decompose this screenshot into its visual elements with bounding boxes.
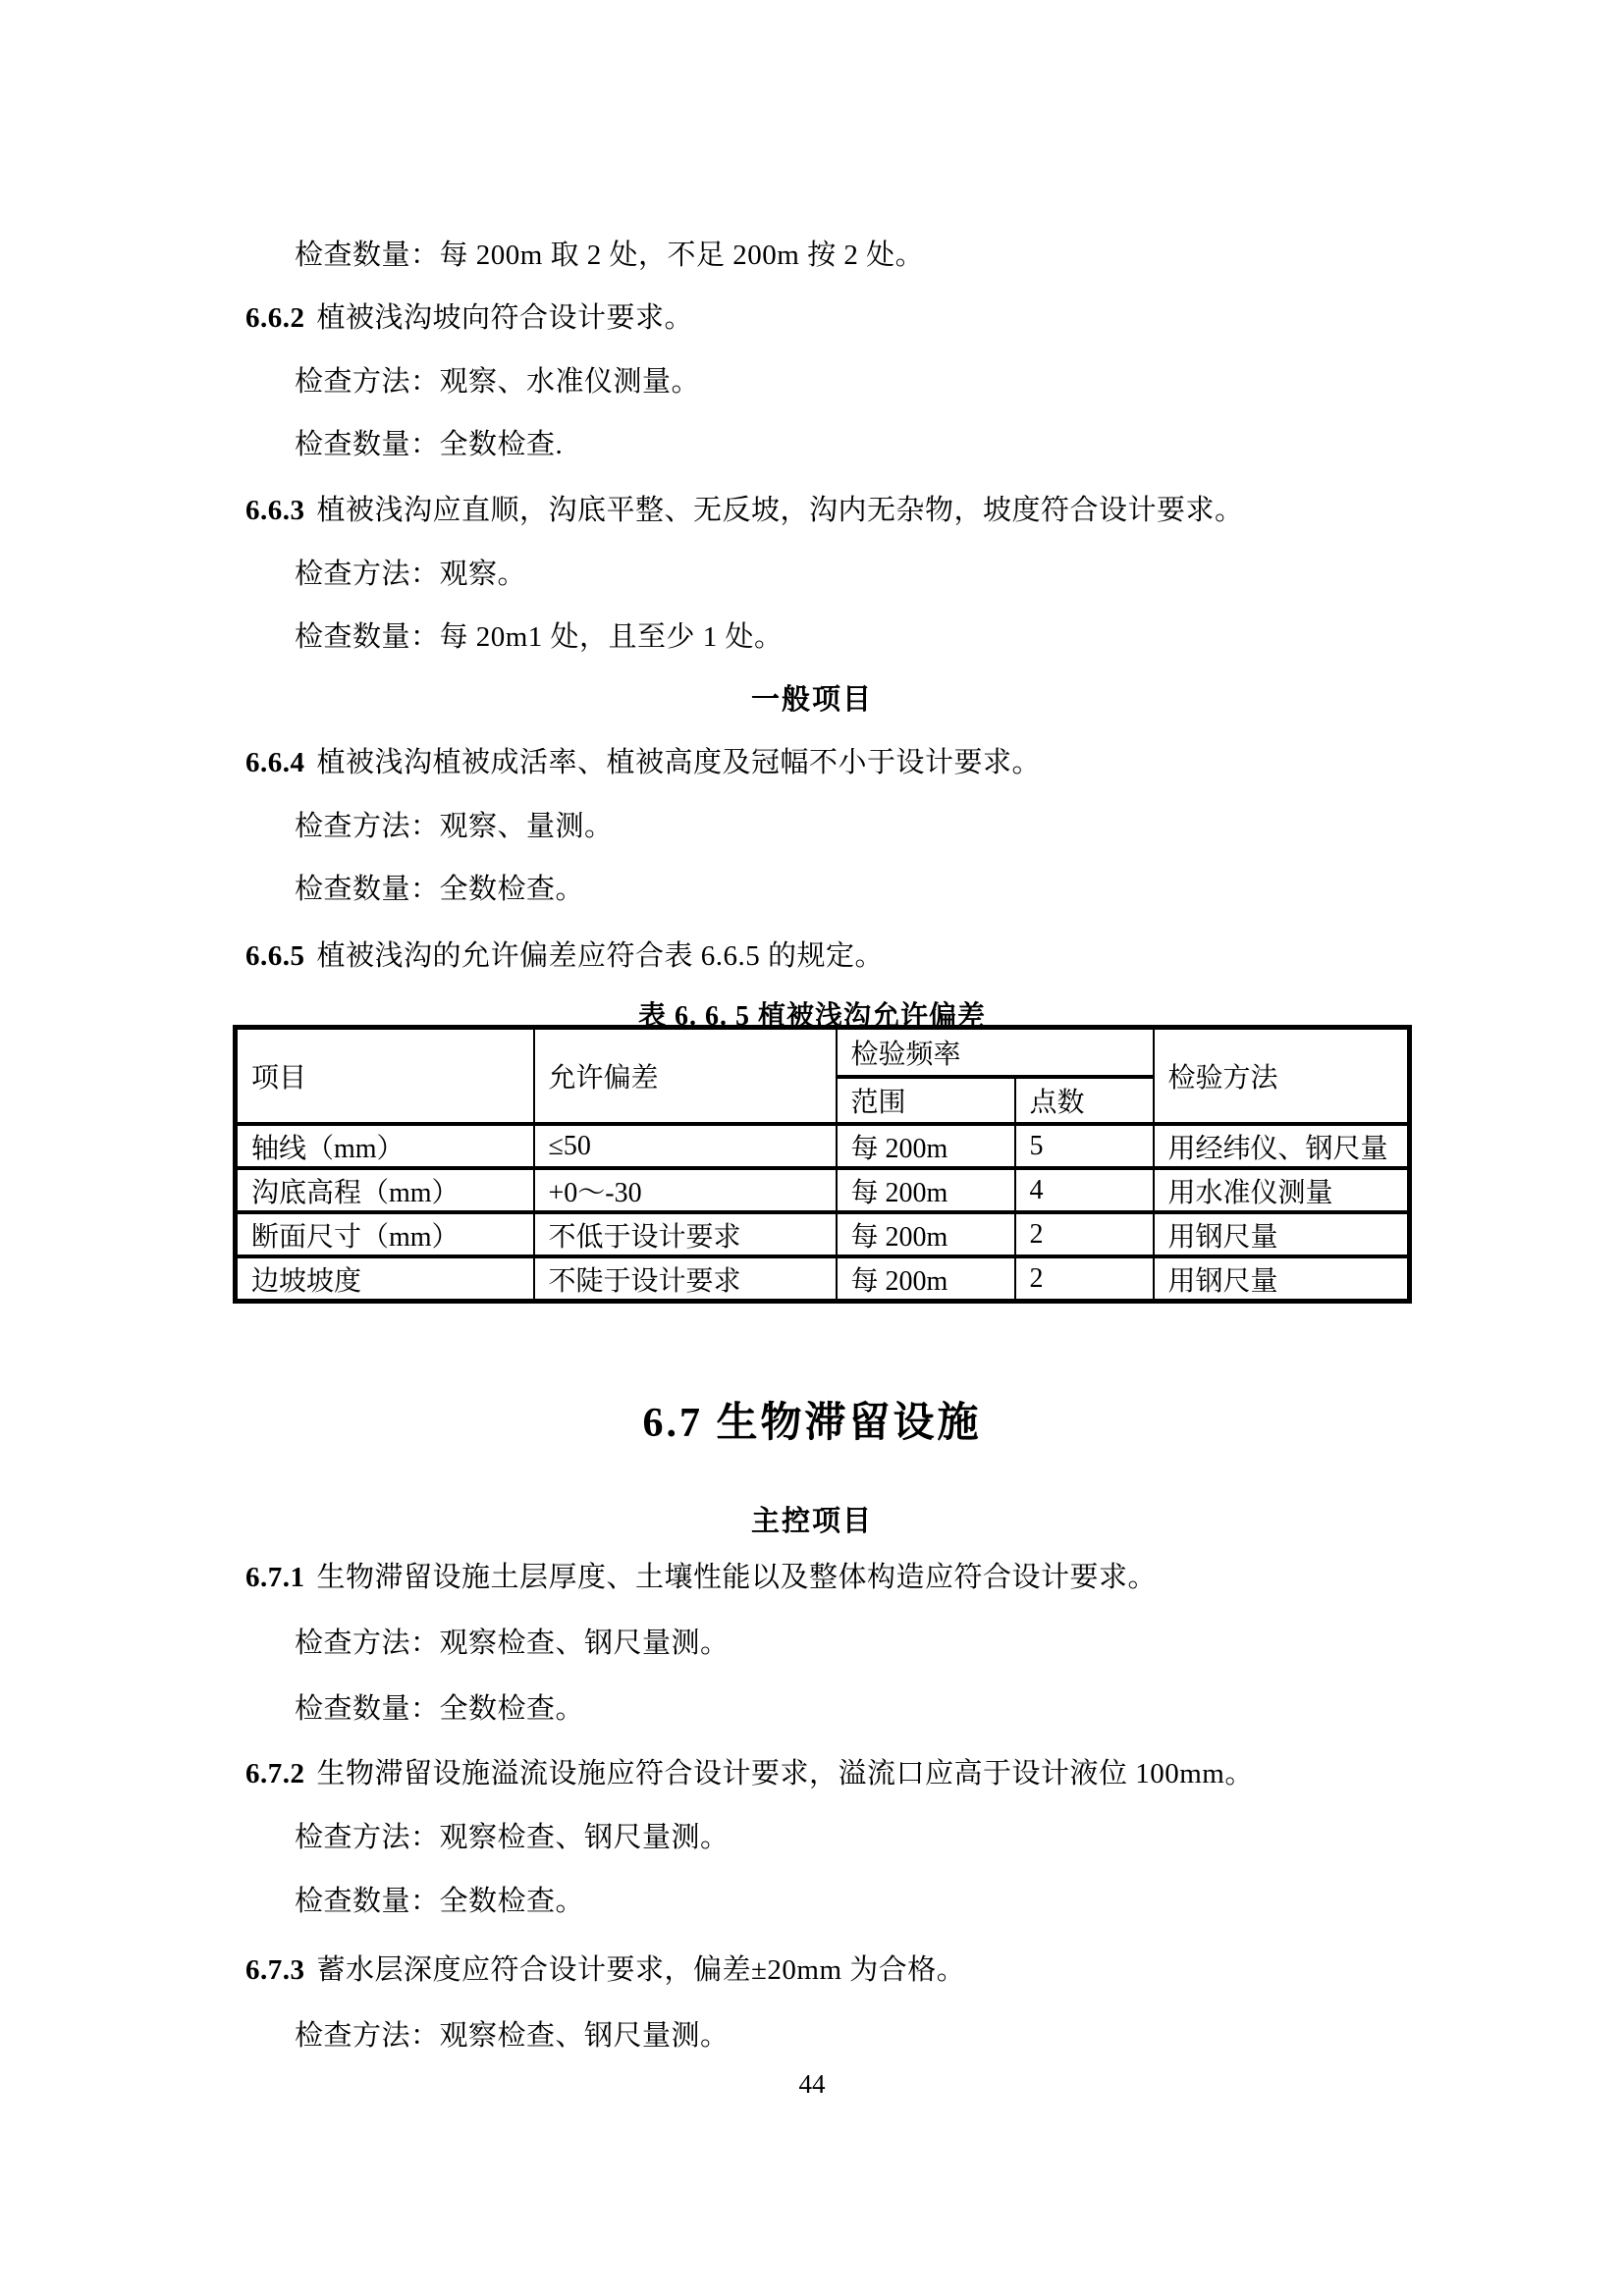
cell-tolerance: 不低于设计要求 (534, 1212, 837, 1256)
col-header-frequency: 检验频率 (837, 1028, 1154, 1078)
clause-6.6.3-method: 检查方法：观察。 (295, 559, 527, 590)
cell-range: 每 200m (837, 1256, 1015, 1302)
clause-6.6.3-quantity: 检查数量：每 20m1 处，且至少 1 处。 (295, 621, 784, 653)
clause-6.7.2 (245, 1756, 1254, 1791)
cell-points: 2 (1015, 1256, 1154, 1302)
cell-item: 断面尺寸（mm） (236, 1212, 534, 1256)
clause-text: 植被浅沟坡向符合设计要求。 (316, 302, 694, 334)
clause-text: 生物滞留设施溢流设施应符合设计要求，溢流口应高于设计液位 100mm。 (316, 1758, 1254, 1789)
clause-6.6.4-method: 检查方法：观察、量测。 (295, 811, 614, 842)
clause-6.7.1-method: 检查方法：观察检查、钢尺量测。 (295, 1628, 730, 1659)
table-row (236, 1124, 1410, 1168)
clause-number: 6.7.2 (245, 1758, 305, 1789)
clause-6.6.1-quantity: 检查数量：每 200m 取 2 处，不足 200m 按 2 处。 (295, 240, 925, 271)
cell-item: 沟底高程（mm） (236, 1168, 534, 1212)
clause-6.7.3 (245, 1952, 965, 1988)
tolerance-table (233, 1025, 1412, 1304)
col-header-item: 项目 (236, 1028, 534, 1125)
cell-method: 用水准仪测量 (1154, 1168, 1410, 1212)
cell-tolerance: +0～-30 (534, 1168, 837, 1212)
clause-6.6.2-method: 检查方法：观察、水准仪测量。 (295, 366, 701, 398)
cell-tolerance: ≤50 (534, 1124, 837, 1168)
clause-number: 6.7.3 (245, 1954, 305, 1986)
table-row (236, 1212, 1410, 1256)
cell-points: 5 (1015, 1124, 1154, 1168)
clause-6.6.3 (245, 493, 1244, 528)
table-row (236, 1168, 1410, 1212)
clause-number: 6.6.5 (245, 940, 305, 972)
clause-number: 6.6.2 (245, 302, 305, 334)
clause-6.7.3-method: 检查方法：观察检查、钢尺量测。 (295, 2020, 730, 2052)
col-header-range: 范围 (837, 1077, 1015, 1124)
cell-method: 用经纬仪、钢尺量 (1154, 1124, 1410, 1168)
cell-item: 边坡坡度 (236, 1256, 534, 1302)
clause-6.6.4 (245, 745, 1041, 780)
clause-text: 植被浅沟应直顺，沟底平整、无反坡，沟内无杂物，坡度符合设计要求。 (316, 495, 1244, 526)
cell-method: 用钢尺量 (1154, 1256, 1410, 1302)
cell-points: 4 (1015, 1168, 1154, 1212)
clause-6.6.2 (245, 300, 693, 336)
clause-number: 6.7.1 (245, 1562, 305, 1593)
cell-tolerance: 不陡于设计要求 (534, 1256, 837, 1302)
clause-6.6.5 (245, 938, 884, 974)
table-row (236, 1256, 1410, 1302)
clause-number: 6.6.4 (245, 747, 305, 778)
col-header-tolerance: 允许偏差 (534, 1028, 837, 1125)
section-6.7-heading: 6.7 生物滞留设施 (642, 1401, 982, 1446)
clause-text: 植被浅沟的允许偏差应符合表 6.6.5 的规定。 (316, 940, 885, 972)
clause-text: 蓄水层深度应符合设计要求，偏差±20mm 为合格。 (316, 1954, 966, 1986)
clause-text: 生物滞留设施土层厚度、土壤性能以及整体构造应符合设计要求。 (316, 1562, 1158, 1593)
col-header-points: 点数 (1015, 1077, 1154, 1124)
cell-method: 用钢尺量 (1154, 1212, 1410, 1256)
clause-6.7.1-quantity: 检查数量：全数检查。 (295, 1693, 585, 1725)
cell-range: 每 200m (837, 1124, 1015, 1168)
clause-6.6.4-quantity: 检查数量：全数检查。 (295, 874, 585, 905)
clause-6.7.2-quantity: 检查数量：全数检查。 (295, 1886, 585, 1917)
clause-6.7.1 (245, 1560, 1157, 1595)
col-header-method: 检验方法 (1154, 1028, 1410, 1125)
table-caption: 表 6. 6. 5 植被浅沟允许偏差 (637, 1001, 986, 1032)
general-items-heading: 一般项目 (750, 684, 873, 716)
cell-range: 每 200m (837, 1168, 1015, 1212)
cell-range: 每 200m (837, 1212, 1015, 1256)
page-number: 44 (798, 2069, 826, 2099)
main-control-items-heading: 主控项目 (750, 1506, 873, 1537)
clause-6.6.2-quantity: 检查数量：全数检查. (295, 429, 564, 460)
cell-points: 2 (1015, 1212, 1154, 1256)
cell-item: 轴线（mm） (236, 1124, 534, 1168)
clause-number: 6.6.3 (245, 495, 305, 526)
clause-6.7.2-method: 检查方法：观察检查、钢尺量测。 (295, 1822, 730, 1853)
clause-text: 植被浅沟植被成活率、植被高度及冠幅不小于设计要求。 (316, 747, 1042, 778)
